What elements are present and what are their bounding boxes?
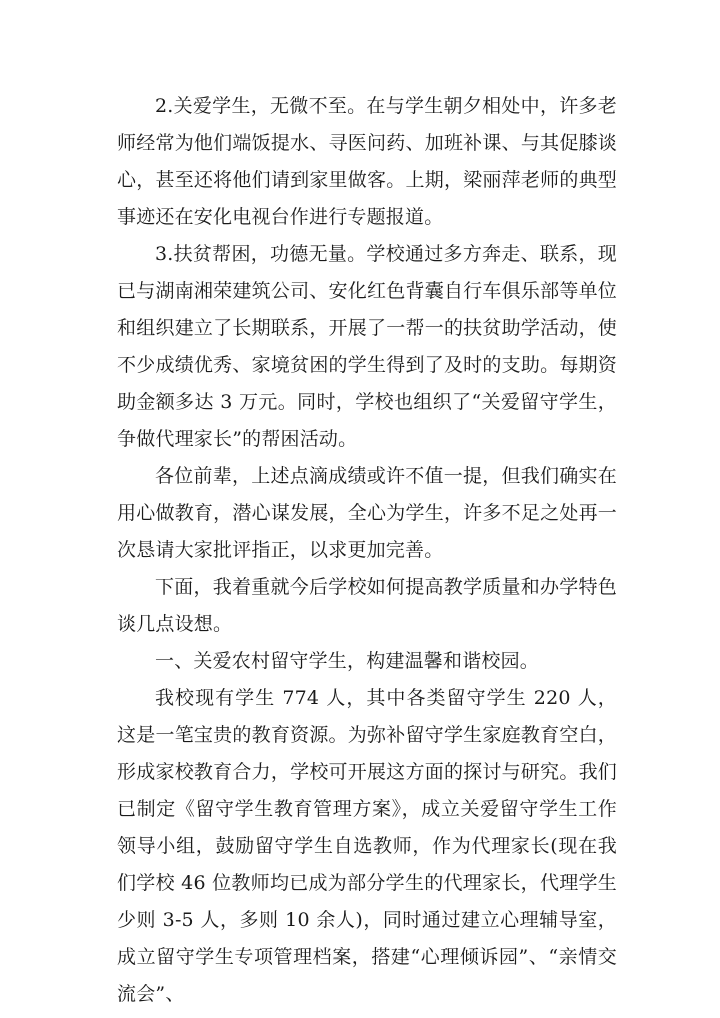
section-heading-left-behind-students: 一、关爱农村留守学生，构建温馨和谐校园。 [155,650,540,672]
paragraph-poverty-assistance: 3.扶贫帮困，功德无量。学校通过多方奔走、联系，现已与湖南湘荣建筑公司、安化红色背囊自行车俱乐部等单位和组织建立了长期联系，开展了一帮一的扶贫助学活动，使不少成绩优秀、家境贫困的学生得到了及时的支助。每期资助金额多达 3 万元。同时，学校也组织了“关爱留守学生，争做代理家长”的帮困活动。 [117,243,617,450]
paragraph-care-for-students: 2.关爱学生，无微不至。在与学生朝夕相处中，许多老师经常为他们端饭提水、寻医问药、加班补课、与其促膝谈心，甚至还将他们请到家里做客。上期，梁丽萍老师的典型事迹还在安化电视台作进行专题报道。 [117,95,617,228]
paragraph-plan-intro: 下面，我着重就今后学校如何提高教学质量和办学特色谈几点设想。 [117,576,617,635]
document-body [117,88,617,1013]
paragraph-left-behind-students: 我校现有学生 774 人，其中各类留守学生 220 人，这是一笔宝贵的教育资源。为弥补留守学生家庭教育空白，形成家校教育合力，学校可开展这方面的探讨与研究。我们已制定《留守学生教育管理方案》，成立关爱留守学生工作领导小组，鼓励留守学生自选教师，作为代理家长(现在我们学校 46 位教师均已成为部分学生的代理家长，代理学生少则 3-5 人，多则 10 余人)，同时通过建立心理辅导室，成立留守学生专项管理档案，搭建“心理倾诉园”、“亲情交流会”、 [117,687,617,1005]
paragraph-request-feedback: 各位前辈，上述点滴成绩或许不值一提，但我们确实在用心做教育，潜心谋发展，全心为学生，许多不足之处再一次恳请大家批评指正，以求更加完善。 [117,465,617,561]
